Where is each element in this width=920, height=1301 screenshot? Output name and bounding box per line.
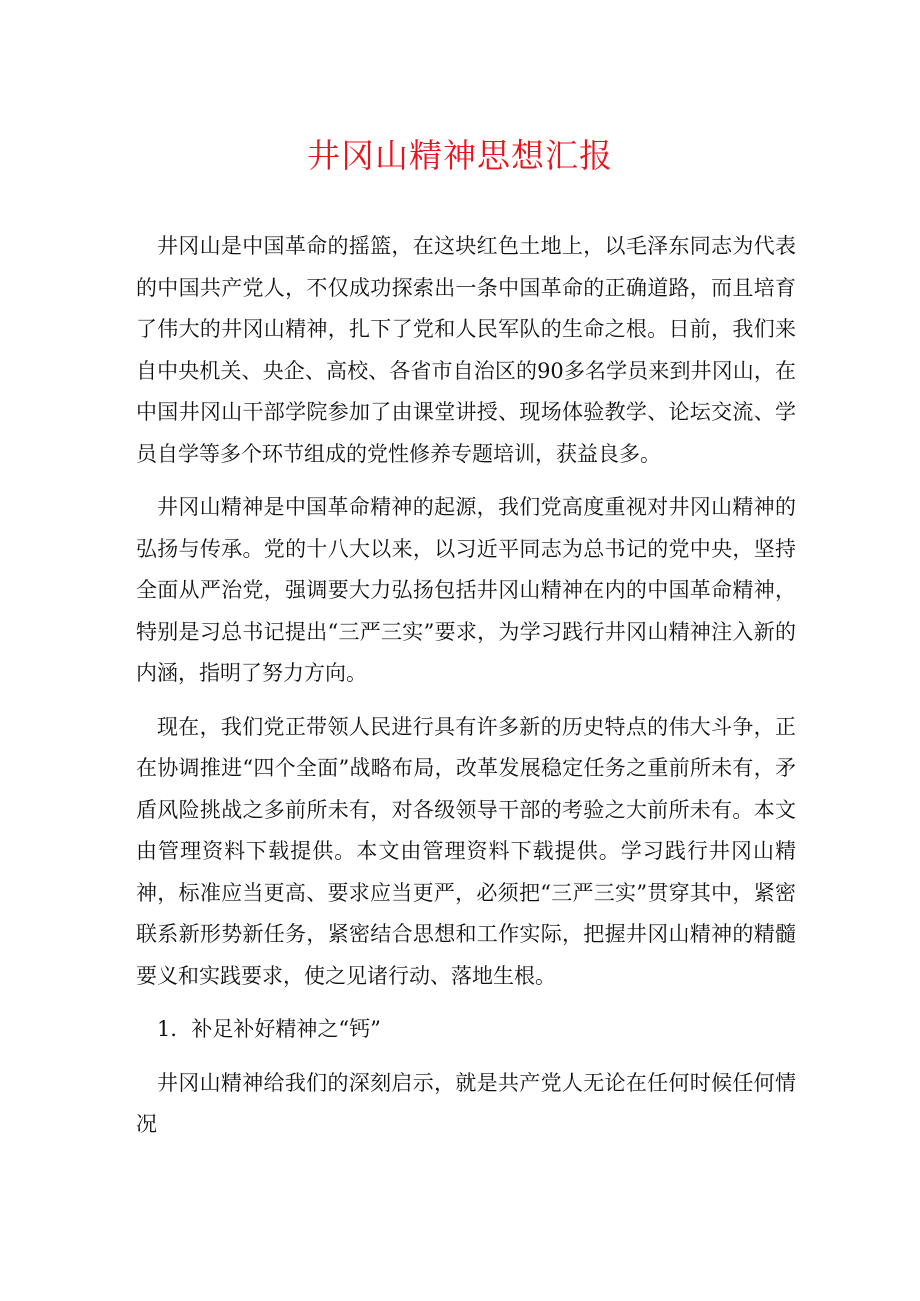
- section-heading: 1．补足补好精神之“钙”: [157, 1017, 381, 1041]
- document-body: [136, 226, 796, 1158]
- document-title: 井冈山精神思想汇报: [307, 136, 613, 175]
- paragraph-2: 井冈山精神是中国革命精神的起源，我们党高度重视对井冈山精神的弘扬与传承。党的十八大以来，以习近平同志为总书记的党中央，坚持全面从严治党，强调要大力弘扬包括井冈山精神在内的中国革命精神，特别是习总书记提出“三严三实”要求，为学习践行井冈山精神注入新的内涵，指明了努力方向。: [136, 495, 796, 685]
- paragraph-4: 井冈山精神给我们的深刻启示，就是共产党人无论在任何时候任何情况: [136, 1070, 796, 1136]
- paragraph-1: 井冈山是中国革命的摇篮，在这块红色土地上，以毛泽东同志为代表的中国共产党人，不仅成功探索出一条中国革命的正确道路，而且培育了伟大的井冈山精神，扎下了党和人民军队的生命之根。日前，我们来自中央机关、央企、高校、各省市自治区的90多名学员来到井冈山，在中国井冈山干部学院参加了由课堂讲授、现场体验教学、论坛交流、学员自学等多个环节组成的党性修养专题培训，获益良多。: [136, 234, 796, 466]
- paragraph-3: 现在，我们党正带领人民进行具有许多新的历史特点的伟大斗争，正在协调推进“四个全面”战略布局，改革发展稳定任务之重前所未有，矛盾风险挑战之多前所未有，对各级领导干部的考验之大前所未有。本文由管理资料下载提供。本文由管理资料下载提供。学习践行井冈山精神，标准应当更高、要求应当更严，必须把“三严三实”贯穿其中，紧密联系新形势新任务，紧密结合思想和工作实际，把握井冈山精神的精髓要义和实践要求，使之见诸行动、落地生根。: [136, 714, 796, 988]
